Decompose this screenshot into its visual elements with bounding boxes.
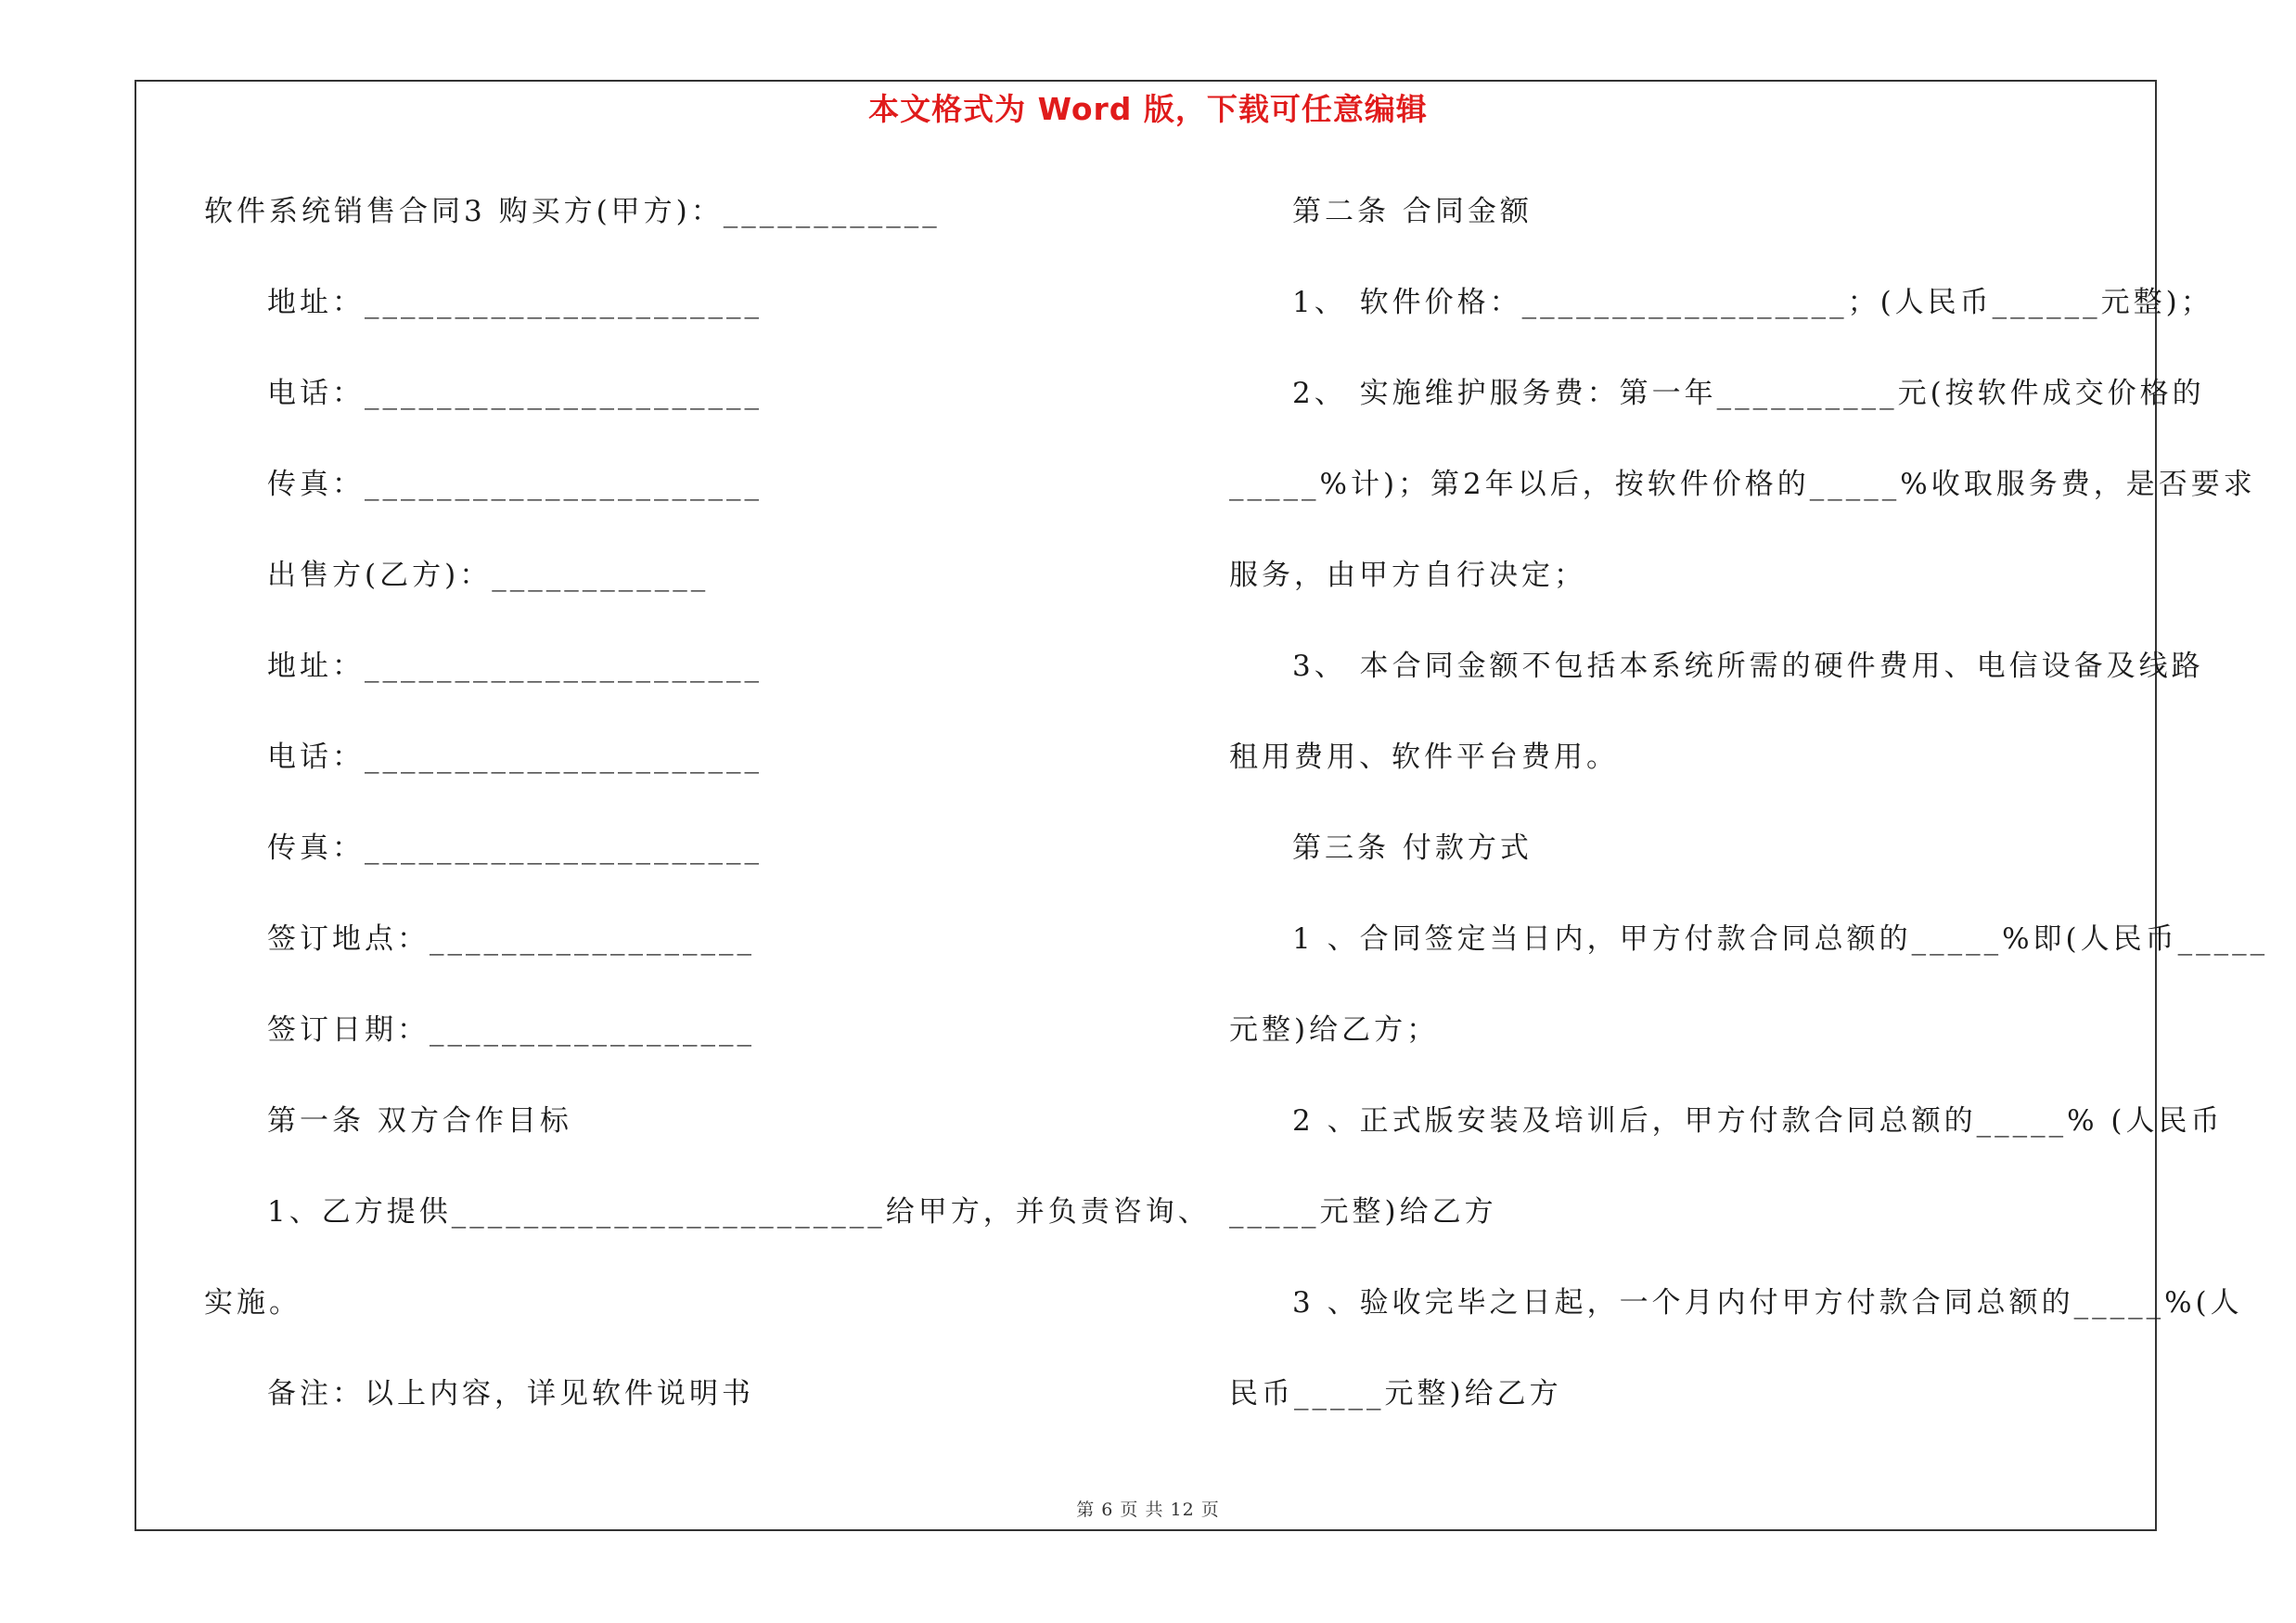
service-fee-line-cont: _____%计)；第2年以后，按软件价格的_____%收取服务费，是否要求 (1229, 468, 2256, 501)
payment-1-line: 1 、合同签定当日内，甲方付款合同总额的_____%即(人民币_____ (1292, 922, 2269, 956)
seller-line: 出售方(乙方)：____________ (267, 559, 710, 592)
exclusion-line-cont: 租用费用、软件平台费用。 (1229, 741, 1619, 774)
payment-1-line-cont: 元整)给乙方； (1229, 1013, 1440, 1047)
article-1-item-1-cont: 实施。 (204, 1286, 301, 1320)
signing-date-line: 签订日期：__________________ (267, 1013, 755, 1047)
seller-phone-line: 电话：______________________ (267, 741, 763, 774)
buyer-address-line: 地址：______________________ (267, 286, 763, 319)
banner-notice: 本文格式为 Word 版，下载可任意编辑 (868, 91, 1428, 127)
payment-3-line: 3 、验收完毕之日起，一个月内付甲方付款合同总额的_____%(人 (1292, 1286, 2243, 1320)
article-1-heading: 第一条 双方合作目标 (267, 1104, 572, 1138)
payment-2-line: 2 、正式版安装及培训后，甲方付款合同总额的_____% (人民币 (1292, 1104, 2224, 1138)
remark-line: 备注：以上内容，详见软件说明书 (267, 1377, 754, 1410)
contract-title-line: 软件系统销售合同3 购买方(甲方)：____________ (204, 195, 941, 228)
article-3-heading: 第三条 付款方式 (1292, 831, 1533, 865)
buyer-phone-line: 电话：______________________ (267, 377, 763, 410)
buyer-fax-line: 传真：______________________ (267, 468, 763, 501)
software-price-line: 1、 软件价格：__________________；(人民币______元整)； (1292, 286, 2213, 319)
payment-3-line-cont: 民币_____元整)给乙方 (1229, 1377, 1562, 1410)
signing-place-line: 签订地点：__________________ (267, 922, 755, 956)
page-number: 第 6 页 共 12 页 (1076, 1500, 1220, 1520)
article-1-item-1: 1、乙方提供________________________给甲方，并负责咨询、 (267, 1195, 1211, 1229)
service-fee-line: 2、 实施维护服务费：第一年__________元(按软件成交价格的 (1292, 377, 2205, 410)
seller-fax-line: 传真：______________________ (267, 831, 763, 865)
service-fee-line-end: 服务，由甲方自行决定； (1229, 559, 1586, 592)
exclusion-line: 3、 本合同金额不包括本系统所需的硬件费用、电信设备及线路 (1292, 650, 2204, 683)
article-2-heading: 第二条 合同金额 (1292, 195, 1533, 228)
seller-address-line: 地址：______________________ (267, 650, 763, 683)
payment-2-line-cont: _____元整)给乙方 (1229, 1195, 1497, 1229)
